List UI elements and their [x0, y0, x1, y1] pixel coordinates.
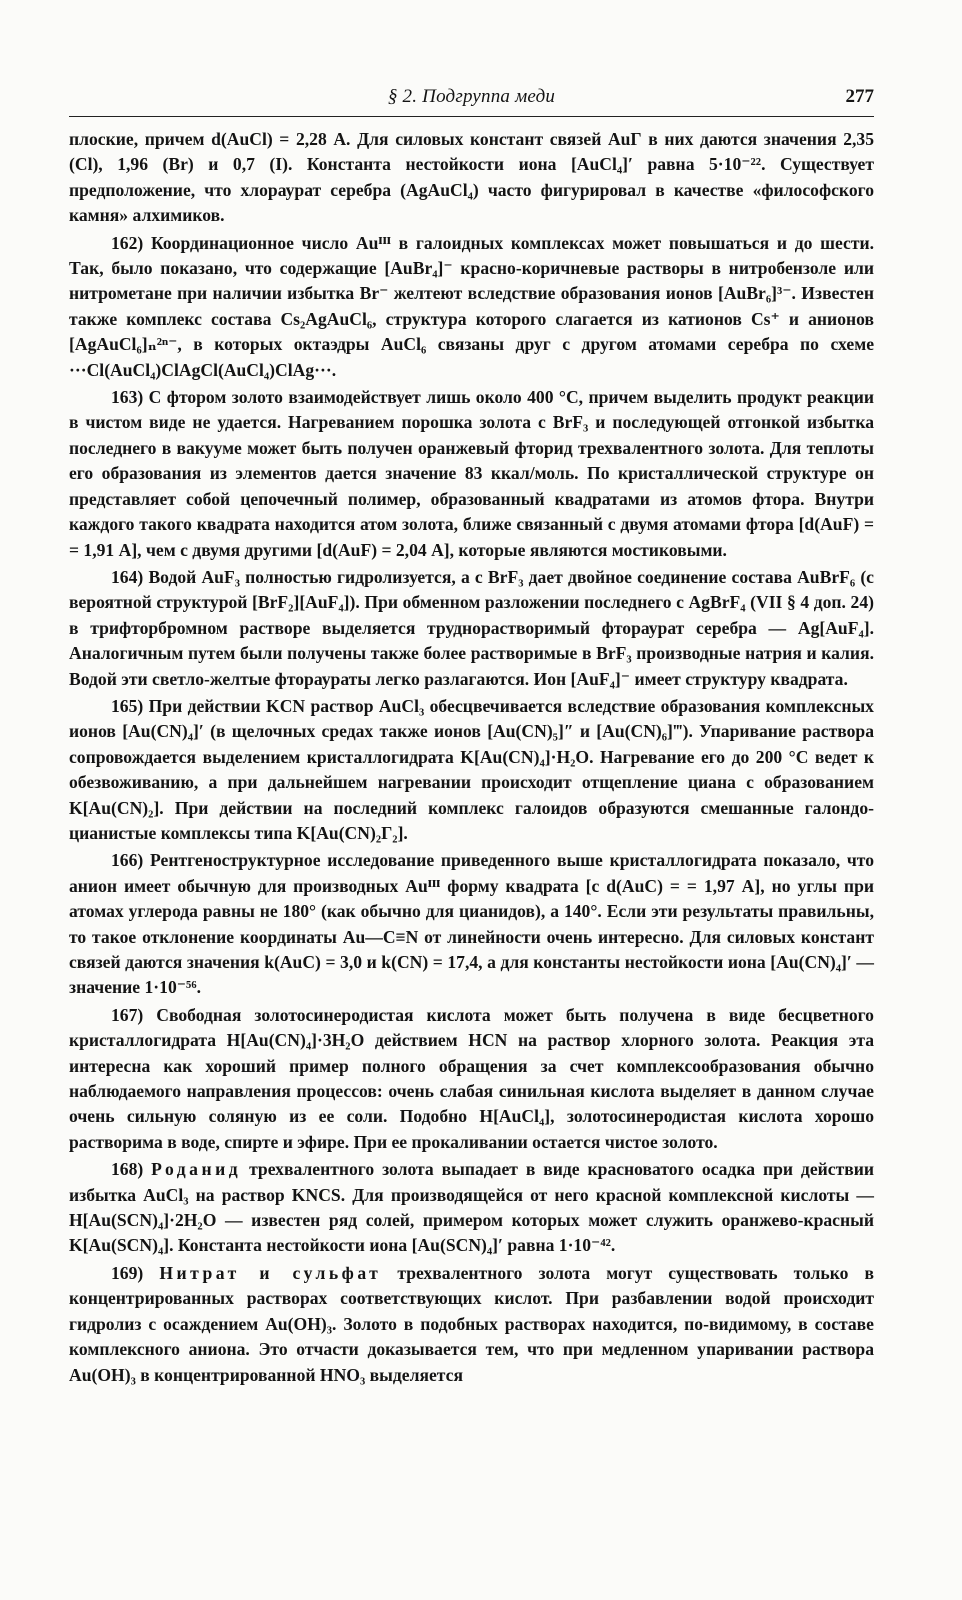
- note-164: [69, 565, 874, 692]
- spaced-term: Нитрат и сульфат: [159, 1262, 382, 1283]
- running-head: [69, 86, 874, 117]
- note-number: 165): [111, 695, 149, 716]
- running-title: § 2. Подгруппа меди: [387, 86, 556, 107]
- note-165: [69, 694, 874, 846]
- note-162: [69, 231, 874, 383]
- paragraph-text: При действии KCN раствор AuCl₃ обесцвечивается вследствие образования комплексных ионов [Au(CN)₄]′ (в щелочных средах также ионов [Au(CN)₅]″ и [Au(CN)₆]‴). Упаривание раствора сопровождается выделением кристаллогидрата K[Au(CN)₄]·H₂O. Нагревание его до 200 °C ведет к обезвоживанию, а при дальнейшем нагревании происходит отщепление циана с образованием K[Au(CN)₂]. При действии на последний комплекс галоидов образуются смешанные галондо-цианистые комплексы типа K[Au(CN)₂Г₂].: [69, 695, 874, 843]
- note-number: 169): [111, 1262, 160, 1283]
- paragraph-text: Координационное число Auᴵᴵᴵ в галоидных комплексах может повышаться и до шести. Так, было показано, что содержащие [AuBr₄]⁻ красно-коричневые растворы в нитробензоле или нитрометане при наличии избытка Br⁻ желтеют вследствие образования ионов [AuBr₆]³⁻. Известен также комплекс состава Cs₂AgAuCl₆, структура которого слагается из катионов Cs⁺ и анионов [AgAuCl₆]ₙ²ⁿ⁻, в которых октаэдры AuCl₆ связаны друг с другом атомами серебра по схеме ···Cl(AuCl₄)ClAgCl(AuCl₄)ClAg···.: [69, 232, 874, 380]
- paragraph-text: С фтором золото взаимодействует лишь около 400 °C, причем выделить продукт реакции в чистом виде не удается. Нагреванием порошка золота с BrF₃ и последующей отгонкой избытка последнего в вакууме может быть получен оранжевый фторид трехвалентного золота. Для теплоты его образования из элементов дается значение 83 ккал/моль. По кристаллической структуре он представляет собой цепочечный полимер, образованный квадратами из атомов фтора. Внутри каждого такого квадрата находится атом золота, ближе связанный с двумя атомами фтора [d(AuF) = = 1,91 А], чем с двумя другими [d(AuF) = 2,04 А], которые являются мостиковыми.: [69, 387, 874, 560]
- note-number: 167): [111, 1004, 157, 1025]
- note-number: 168): [111, 1159, 152, 1180]
- note-166: [69, 848, 874, 1000]
- paragraph-continuation: [69, 127, 874, 229]
- note-number: 166): [111, 850, 151, 871]
- paragraph-text: Свободная золотосинеродистая кислота может быть получена в виде бесцветного кристаллогидрата H[Au(CN)₄]·3H₂O действием HCN на раствор хлорного золота. Реакция эта интересна как хороший пример полного обращения за счет комплексообразования обычно наблюдаемого направления процессов: очень слабая синильная кислота выделяет в данном случае очень сильную соляную из ее соли. Подобно H[AuCl₄], золотосинеродистая кислота хорошо растворима в воде, спирте и эфире. При ее прокаливании остается чистое золото.: [69, 1004, 874, 1152]
- note-168: [69, 1157, 874, 1259]
- paragraph-text: трехвалентного золота могут существовать только в концентрированных растворах соответствующих кислот. При разбавлении водой происходит гидролиз с осаждением Au(OH)₃. Золото в подобных растворах находится, по-видимому, в составе комплексного аниона. Это отчасти доказывается тем, что при медленном упаривании раствора Au(OH)₃ в концентрированной HNO₃ выделяется: [69, 1262, 874, 1385]
- paragraph-text: Рентгеноструктурное исследование приведенного выше кристаллогидрата показало, что анион имеет обычную для производных Auᴵᴵᴵ форму квадрата [с d(AuC) = = 1,97 А], но углы при атомах углерода равны не 180° (как обычно для цианидов), а 140°. Если эти результаты правильны, то такое отклонение координаты Au—C≡N от линейности очень интересно. Для силовых констант связей даются значения k(AuC) = 3,0 и k(CN) = 17,4, а для константы нестойкости иона [Au(CN)₄]′ — значение 1·10⁻⁵⁶.: [69, 850, 874, 998]
- paragraph-text: Водой AuF₃ полностью гидролизуется, а с BrF₃ дает двойное соединение состава AuBrF₆ (с вероятной структурой [BrF₂][AuF₄]). При обменном разложении последнего с AgBrF₄ (VII § 4 доп. 24) в трифторбромном растворе выделяется труднорастворимый фтораурат серебра — Ag[AuF₄]. Аналогичным путем были получены также более растворимые в BrF₃ производные натрия и калия. Водой эти светло-желтые фтораураты легко разлагаются. Ион [AuF₄]⁻ имеет структуру квадрата.: [69, 566, 874, 689]
- page-number: 277: [845, 86, 874, 107]
- note-167: [69, 1003, 874, 1155]
- paragraph-text: плоские, причем d(AuCl) = 2,28 А. Для силовых констант связей AuГ в них даются значения 2,35 (Cl), 1,96 (Br) и 0,7 (I). Константа нестойкости иона [AuCl₄]′ равна 5·10⁻²². Существует предположение, что хлораурат серебра (AgAuCl₄) часто фигурировал в качестве «философского камня» алхимиков.: [69, 129, 874, 226]
- note-163: [69, 385, 874, 563]
- body-text: [69, 127, 874, 1388]
- note-169: [69, 1261, 874, 1388]
- note-number: 163): [111, 387, 149, 408]
- note-number: 162): [111, 232, 151, 253]
- spaced-term: Роданид: [151, 1159, 242, 1180]
- note-number: 164): [111, 566, 149, 587]
- paragraph-text: трехвалентного золота выпадает в виде красноватого осадка при действии избытка AuCl₃ на раствор KNCS. Для производящейся от него красной комплексной кислоты — H[Au(SCN)₄]·2H₂O — известен ряд солей, примером которых может служить оранжево-красный K[Au(SCN)₄]. Константа нестойкости иона [Au(SCN)₄]′ равна 1·10⁻⁴².: [69, 1159, 874, 1256]
